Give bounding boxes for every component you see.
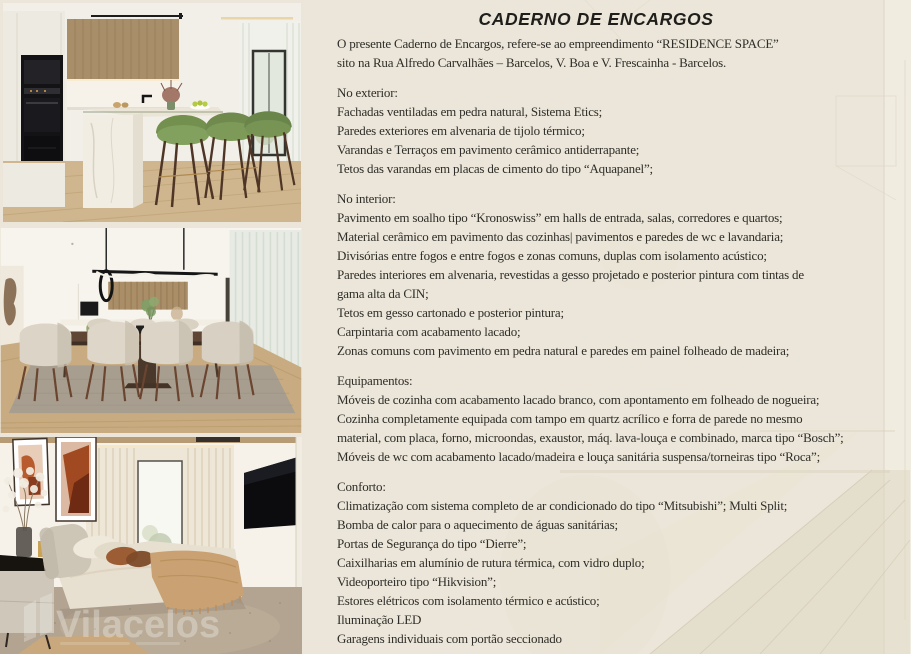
vilacelos-watermark-text: Vilacelos bbox=[56, 604, 221, 646]
section-line: material, com placa, forno, microondas, exaustor, máq. lava-louça e combinado, marca tipo “Bosch”; bbox=[337, 430, 844, 445]
document-section bbox=[337, 371, 899, 466]
section-line: Móveis de wc com acabamento lacado/madeira e louça sanitária suspensa/torneiras tipo “Roca”; bbox=[337, 449, 820, 464]
document-intro bbox=[337, 34, 899, 72]
section-line: Carpintaria com acabamento lacado; bbox=[337, 324, 521, 339]
section-heading: No exterior: bbox=[337, 85, 398, 100]
section-line: Iluminação LED bbox=[337, 612, 422, 627]
section-line: Fachadas ventiladas em pedra natural, Sistema Etics; bbox=[337, 104, 603, 119]
section-heading: Equipamentos: bbox=[337, 373, 413, 388]
window-curtains bbox=[239, 21, 301, 169]
photo-kitchen-render bbox=[3, 3, 301, 222]
section-line: Material cerâmico em pavimento das cozinhas| pavimentos e paredes de wc e lavandaria; bbox=[337, 229, 784, 244]
section-line: Garagens individuais com portão seccionado bbox=[337, 631, 562, 646]
intro-line: O presente Caderno de Encargos, refere-se ao empreendimento “RESIDENCE SPACE” bbox=[337, 36, 779, 51]
document-section bbox=[337, 83, 899, 178]
photo-column bbox=[0, 0, 305, 654]
section-line: Videoporteiro tipo “Hikvision”; bbox=[337, 574, 497, 589]
document-section bbox=[337, 189, 899, 360]
section-line: Pavimento em soalho tipo “Kronoswiss” em halls de entrada, salas, corredores e quartos; bbox=[337, 210, 783, 225]
section-line: Portas de Segurança do tipo “Dierre”; bbox=[337, 536, 527, 551]
section-heading: Conforto: bbox=[337, 479, 386, 494]
document-body bbox=[337, 6, 899, 648]
section-line: gama alta da CIN; bbox=[337, 286, 429, 301]
section-line: Tetos das varandas em placas de cimento do tipo “Aquapanel”; bbox=[337, 161, 653, 176]
photo-bedroom-render bbox=[0, 437, 302, 654]
section-line: Climatização com sistema completo de ar condicionado do tipo “Mitsubishi”; Multi Split; bbox=[337, 498, 788, 513]
wood-cabinets bbox=[67, 19, 179, 81]
section-line: Cozinha completamente equipada com tampo em quartz acrílico e forra de parede no mesmo bbox=[337, 411, 803, 426]
document-title: CADERNO DE ENCARGOS bbox=[478, 9, 714, 29]
section-line: Tetos em gesso cartonado e posterior pintura; bbox=[337, 305, 564, 320]
photo-dining-room-render bbox=[0, 228, 302, 433]
section-line: Bomba de calor para o aquecimento de águas sanitárias; bbox=[337, 517, 618, 532]
section-heading: No interior: bbox=[337, 191, 396, 206]
section-line: Estores elétricos com isolamento térmico e acústico; bbox=[337, 593, 600, 608]
document-sections bbox=[337, 83, 899, 648]
section-line: Caixilharias em alumínio de rutura térmica, com vidro duplo; bbox=[337, 555, 645, 570]
section-line: Paredes interiores em alvenaria, revestidas a gesso projetado e posterior pintura com tintas de bbox=[337, 267, 804, 282]
intro-line: sito na Rua Alfredo Carvalhães – Barcelos, V. Boa e V. Frescainha - Barcelos. bbox=[337, 55, 727, 70]
section-line: Varandas e Terraços em pavimento cerâmico antiderrapante; bbox=[337, 142, 640, 157]
section-line: Zonas comuns com pavimento em pedra natural e paredes em painel folheado de madeira; bbox=[337, 343, 790, 358]
section-line: Divisórias entre fogos e entre fogos e zonas comuns, duplas com isolamento acústico; bbox=[337, 248, 767, 263]
section-line: Paredes exteriores em alvenaria de tijolo térmico; bbox=[337, 123, 585, 138]
microwave-nook bbox=[80, 302, 98, 316]
built-in-appliances bbox=[21, 55, 63, 175]
document-section bbox=[337, 477, 899, 648]
section-line: Móveis de cozinha com acabamento lacado branco, com apontamento em folheado de nogueira; bbox=[337, 392, 820, 407]
